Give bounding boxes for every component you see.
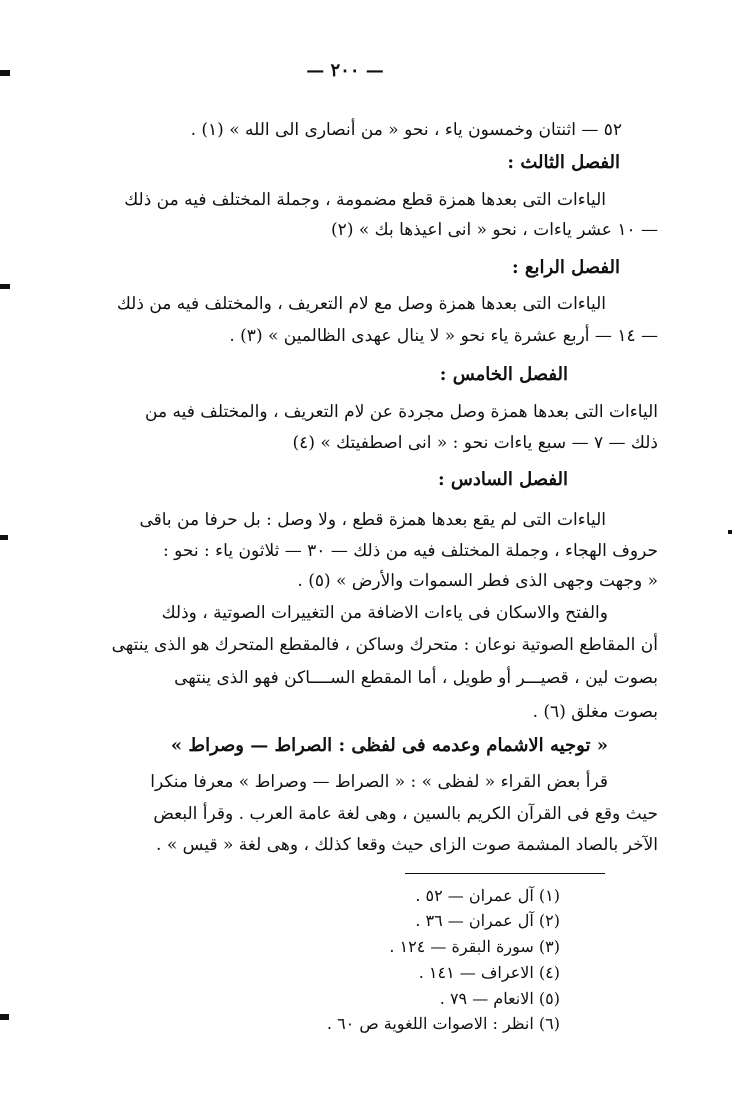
scan-mark — [728, 530, 732, 534]
text-line: — ١٠ عشر ياءات ، نحو « انى اعيذها بك » (٢) — [331, 220, 658, 240]
footnote: (١) آل عمران — ٥٢ . — [415, 886, 560, 905]
text-line: ذلك — ٧ — سبع ياءات نحو : « انى اصطفيتك » (٤) — [292, 433, 658, 453]
footnote: (٥) الانعام — ٧٩ . — [439, 989, 560, 1008]
text-line: « وجهت وجهى الذى فطر السموات والأرض » (٥) . — [297, 571, 658, 591]
text-line: بصوت لين ، قصيـــر أو طويل ، أما المقطع الســــاكن فهو الذى ينتهى — [174, 668, 658, 688]
text-line: حروف الهجاء ، وجملة المختلف فيه من ذلك — ٣٠ — ثلاثون ياء : نحو : — [163, 541, 658, 561]
text-line: الياءات التى لم يقع بعدها همزة قطع ، ولا وصل : بل حرفا من باقى — [139, 510, 606, 530]
text-line: قرأ بعض القراء « لفظى » : « الصراط — وصراط » معرفا منكرا — [150, 772, 608, 792]
text-line: الآخر بالصاد المشمة صوت الزاى حيث وقعا كذلك ، وهى لغة « قيس » . — [156, 835, 658, 855]
section-heading: الفصل الخامس : — [439, 364, 568, 385]
text-line: الياءات التى بعدها همزة وصل مع لام التعريف ، والمختلف فيه من ذلك — [116, 294, 606, 314]
section-heading: الفصل الرابع : — [511, 257, 620, 278]
scan-mark — [0, 284, 10, 289]
text-line: والفتح والاسكان فى ياءات الاضافة من التغييرات الصوتية ، وذلك — [161, 603, 608, 623]
footnote: (٦) انظر : الاصوات اللغوية ص ٦٠ . — [326, 1014, 560, 1033]
scan-mark — [0, 1014, 9, 1020]
scan-mark — [0, 535, 8, 540]
text-line: ٥٢ — اثنتان وخمسون ياء ، نحو « من أنصارى الى الله » (١) . — [190, 120, 622, 140]
scan-mark — [0, 70, 10, 76]
page-number: — ٢٠٠ — — [306, 60, 384, 81]
text-line: أن المقاطع الصوتية نوعان : متحرك وساكن ، فالمقطع المتحرك هو الذى ينتهى — [111, 635, 658, 655]
section-heading: الفصل السادس : — [437, 469, 568, 490]
text-line: — ١٤ — أربع عشرة ياء نحو « لا ينال عهدى الظالمين » (٣) . — [229, 326, 658, 346]
footnote: (٣) سورة البقرة — ١٢٤ . — [389, 937, 560, 956]
section-heading: الفصل الثالث : — [507, 152, 620, 173]
section-heading: « توجيه الاشمام وعدمه فى لفظى : الصراط — وصراط » — [170, 735, 608, 756]
text-line: حيث وقع فى القرآن الكريم بالسين ، وهى لغة عامة العرب . وقرأ البعض — [153, 804, 658, 824]
text-line: الياءات التى بعدها همزة وصل مجردة عن لام التعريف ، والمختلف فيه من — [145, 402, 658, 422]
footnote: (٢) آل عمران — ٣٦ . — [415, 911, 560, 930]
text-line: بصوت مغلق (٦) . — [532, 702, 658, 722]
text-line: الياءات التى بعدها همزة قطع مضمومة ، وجملة المختلف فيه من ذلك — [124, 190, 606, 210]
footnote: (٤) الاعراف — ١٤١ . — [418, 963, 560, 982]
footnote-separator — [405, 873, 605, 874]
